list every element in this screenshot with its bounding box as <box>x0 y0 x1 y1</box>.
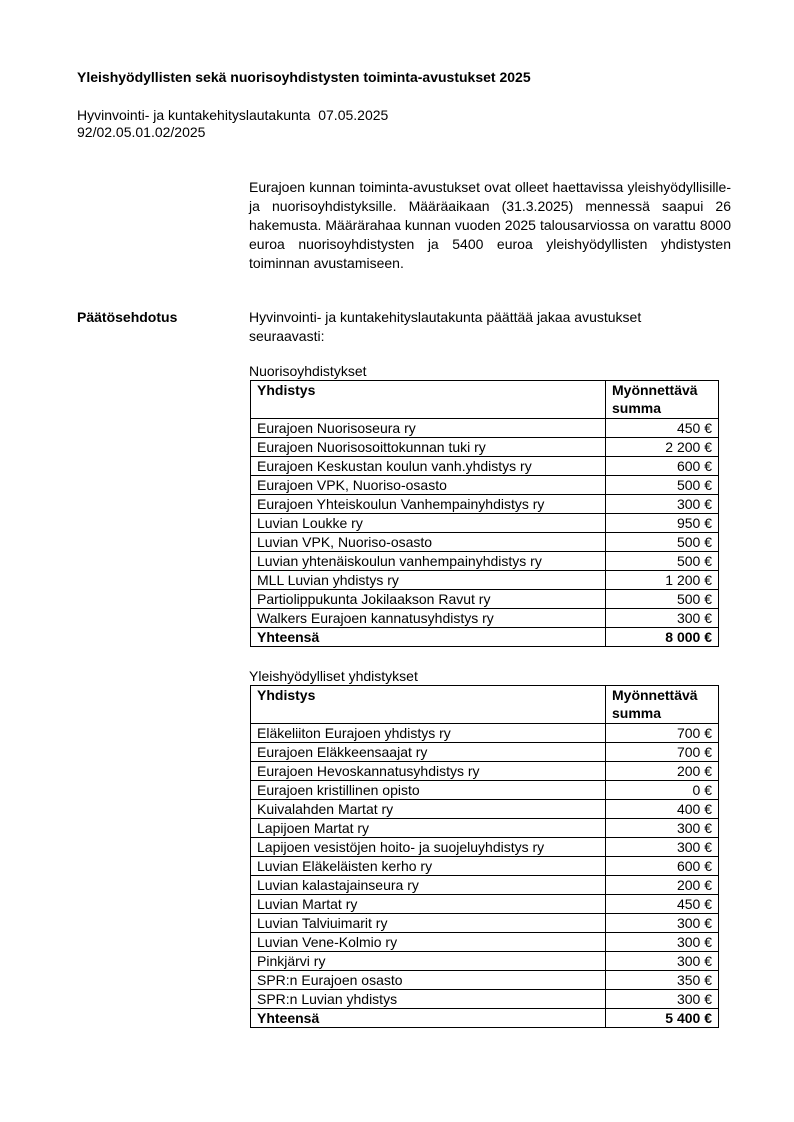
table-row <box>251 419 719 438</box>
reference-number: 92/02.05.01.02/2025 <box>77 124 206 140</box>
grant-amount: 300 € <box>606 914 719 933</box>
grant-amount: 600 € <box>606 857 719 876</box>
grant-amount: 300 € <box>606 933 719 952</box>
table-row <box>251 933 719 952</box>
table-row <box>251 571 719 590</box>
column-header-amount: Myönnettävä summa <box>606 381 719 419</box>
grant-amount: 300 € <box>606 495 719 514</box>
association-name: Lapijoen Martat ry <box>251 819 606 838</box>
grant-amount: 700 € <box>606 743 719 762</box>
association-name: Luvian Martat ry <box>251 895 606 914</box>
total-label: Yhteensä <box>251 1009 606 1028</box>
association-name: Pinkjärvi ry <box>251 952 606 971</box>
grant-amount: 500 € <box>606 590 719 609</box>
grant-amount: 1 200 € <box>606 571 719 590</box>
youth-table-caption: Nuorisoyhdistykset <box>249 363 367 379</box>
table-row <box>251 609 719 628</box>
column-header-name: Yhdistys <box>251 686 606 724</box>
total-amount: 5 400 € <box>606 1009 719 1028</box>
association-name: Eurajoen Eläkkeensaajat ry <box>251 743 606 762</box>
association-name: Eurajoen Nuorisoseura ry <box>251 419 606 438</box>
document-title: Yleishyödyllisten sekä nuorisoyhdistysten toiminta-avustukset 2025 <box>77 69 531 85</box>
association-name: Kuivalahden Martat ry <box>251 800 606 819</box>
youth-table-body <box>251 419 719 647</box>
association-name: Eläkeliiton Eurajoen yhdistys ry <box>251 724 606 743</box>
grant-amount: 300 € <box>606 819 719 838</box>
public-table-body <box>251 724 719 1028</box>
grant-amount: 2 200 € <box>606 438 719 457</box>
total-amount: 8 000 € <box>606 628 719 647</box>
table-row <box>251 800 719 819</box>
table-row <box>251 533 719 552</box>
association-name: Eurajoen kristillinen opisto <box>251 781 606 800</box>
association-name: MLL Luvian yhdistys ry <box>251 571 606 590</box>
table-row <box>251 857 719 876</box>
association-name: Luvian Vene-Kolmio ry <box>251 933 606 952</box>
grant-amount: 200 € <box>606 876 719 895</box>
proposal-text: Hyvinvointi- ja kuntakehityslautakunta päättää jakaa avustukset seuraavasti: <box>249 309 642 344</box>
grant-amount: 300 € <box>606 990 719 1009</box>
table-header-row <box>251 686 719 724</box>
youth-grants-table <box>250 380 719 647</box>
table-row <box>251 552 719 571</box>
table-row <box>251 762 719 781</box>
association-name: Eurajoen Hevoskannatusyhdistys ry <box>251 762 606 781</box>
grant-amount: 500 € <box>606 552 719 571</box>
table-row <box>251 876 719 895</box>
table-row <box>251 914 719 933</box>
total-label: Yhteensä <box>251 628 606 647</box>
public-table-caption: Yleishyödylliset yhdistykset <box>249 668 418 684</box>
grant-amount: 300 € <box>606 838 719 857</box>
table-row <box>251 590 719 609</box>
table-row <box>251 457 719 476</box>
table-row <box>251 743 719 762</box>
total-row <box>251 1009 719 1028</box>
association-name: Eurajoen Nuorisosoittokunnan tuki ry <box>251 438 606 457</box>
grant-amount: 450 € <box>606 419 719 438</box>
table-row <box>251 952 719 971</box>
grant-amount: 600 € <box>606 457 719 476</box>
table-row <box>251 990 719 1009</box>
table-row <box>251 971 719 990</box>
grant-amount: 450 € <box>606 895 719 914</box>
association-name: Lapijoen vesistöjen hoito- ja suojeluyhdistys ry <box>251 838 606 857</box>
table-row <box>251 781 719 800</box>
grant-amount: 500 € <box>606 476 719 495</box>
grant-amount: 950 € <box>606 514 719 533</box>
proposal-label: Päätösehdotus <box>77 309 178 325</box>
total-row <box>251 628 719 647</box>
association-name: Luvian kalastajainseura ry <box>251 876 606 895</box>
intro-text: Eurajoen kunnan toiminta-avustukset ovat olleet haettavissa yleishyödyllisille- ja nuorisoyhdistyksille. Määräaikaan (31.3.2025) mennessä saapui 26 hakemusta. Määrärahaa kunnan vuoden 2025 talousarviossa on varattu 8000 euroa nuorisoyhdistysten ja 5400 euroa yleishyödyllisten yhdistysten toiminnan avustamiseen. <box>249 179 731 271</box>
grant-amount: 200 € <box>606 762 719 781</box>
association-name: Eurajoen Keskustan koulun vanh.yhdistys ry <box>251 457 606 476</box>
intro-paragraph <box>249 178 731 273</box>
association-name: Luvian VPK, Nuoriso-osasto <box>251 533 606 552</box>
column-header-name: Yhdistys <box>251 381 606 419</box>
association-name: Partiolippukunta Jokilaakson Ravut ry <box>251 590 606 609</box>
column-header-amount: Myönnettävä summa <box>606 686 719 724</box>
table-row <box>251 514 719 533</box>
association-name: Luvian Loukke ry <box>251 514 606 533</box>
grant-amount: 350 € <box>606 971 719 990</box>
grant-amount: 300 € <box>606 609 719 628</box>
public-grants-table <box>250 685 719 1028</box>
grant-amount: 500 € <box>606 533 719 552</box>
association-name: Luvian Talviuimarit ry <box>251 914 606 933</box>
association-name: Walkers Eurajoen kannatusyhdistys ry <box>251 609 606 628</box>
association-name: Luvian Eläkeläisten kerho ry <box>251 857 606 876</box>
table-row <box>251 495 719 514</box>
grant-amount: 0 € <box>606 781 719 800</box>
table-row <box>251 438 719 457</box>
table-header-row <box>251 381 719 419</box>
association-name: Eurajoen VPK, Nuoriso-osasto <box>251 476 606 495</box>
table-row <box>251 476 719 495</box>
table-row <box>251 895 719 914</box>
association-name: Eurajoen Yhteiskoulun Vanhempainyhdistys ry <box>251 495 606 514</box>
grant-amount: 300 € <box>606 952 719 971</box>
grant-amount: 400 € <box>606 800 719 819</box>
table-row <box>251 819 719 838</box>
association-name: Luvian yhtenäiskoulun vanhempainyhdistys ry <box>251 552 606 571</box>
table-row <box>251 838 719 857</box>
grant-amount: 700 € <box>606 724 719 743</box>
association-name: SPR:n Eurajoen osasto <box>251 971 606 990</box>
table-row <box>251 724 719 743</box>
meeting-line: Hyvinvointi- ja kuntakehityslautakunta 07.05.2025 <box>77 107 389 123</box>
association-name: SPR:n Luvian yhdistys <box>251 990 606 1009</box>
